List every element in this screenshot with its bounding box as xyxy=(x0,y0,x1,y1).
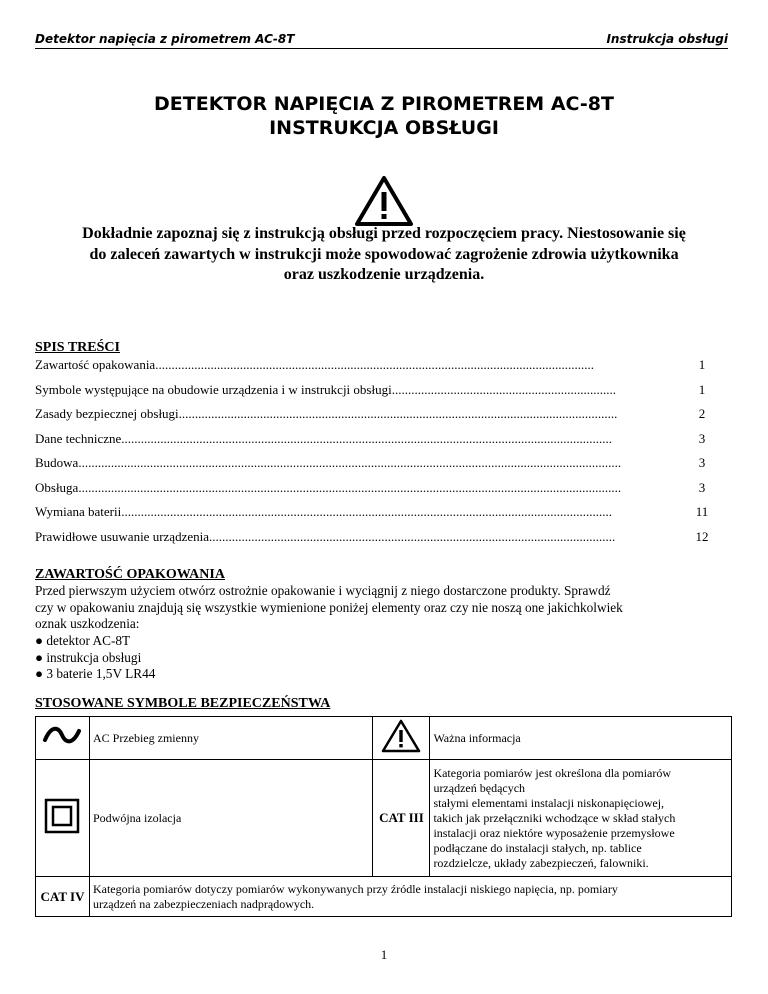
toc-heading: SPIS TREŚCI xyxy=(35,340,120,355)
cat3-description xyxy=(430,760,732,877)
toc-item xyxy=(35,431,712,456)
title-line-1: DETEKTOR NAPIĘCIA Z PIROMETREM AC-8T xyxy=(154,93,614,115)
warning-line-1: Dokładnie zapoznaj się z instrukcją obsługi przed rozpoczęciem pracy. Niestosowanie się xyxy=(82,225,686,242)
warning-triangle-icon xyxy=(354,175,414,227)
cat3-line: urządzeń będących xyxy=(433,780,526,795)
double-insulation-text: Podwójna izolacja xyxy=(89,760,372,877)
toc-item xyxy=(35,529,712,554)
cat4-label: CAT IV xyxy=(36,877,90,917)
toc-item-page: 3 xyxy=(698,455,706,470)
toc-item-label: Obsługa....................................................................................................................................................................... xyxy=(35,479,622,495)
important-symbol-cell xyxy=(373,717,430,760)
list-item: ● 3 baterie 1,5V LR44 xyxy=(35,666,156,681)
warning-text xyxy=(30,224,738,286)
table-row xyxy=(36,877,732,917)
toc-item-page: 1 xyxy=(698,357,706,372)
toc-item-page: 1 xyxy=(698,381,706,397)
toc-item-label: Zasady bezpiecznej obsługi....................................................................................................................................... xyxy=(35,406,618,421)
title-line-2: INSTRUKCJA OBSŁUGI xyxy=(269,117,499,139)
toc-item-label: Prawidłowe usuwanie urządzenia............................................................................................................................. xyxy=(35,528,616,544)
ac-tilde-icon xyxy=(42,725,82,747)
header-right: Instrukcja obsługi xyxy=(606,32,728,46)
double-insulation-cell xyxy=(36,760,90,877)
toc-item xyxy=(35,406,712,431)
toc-item-page: 2 xyxy=(698,406,706,421)
cat3-line: takich jak przełączniki wchodzące w skład stałych xyxy=(433,810,676,825)
toc-item xyxy=(35,382,712,407)
cat4-description xyxy=(89,877,731,917)
ac-symbol-text: AC Przebieg zmienny xyxy=(89,717,372,760)
ac-symbol-cell xyxy=(36,717,90,760)
contents-line-2: czy w opakowaniu znajdują się wszystkie wymienione poniżej elementy oraz czy nie noszą one jakichkolwiek xyxy=(35,599,623,615)
document-title xyxy=(0,92,768,140)
toc-item-page: 11 xyxy=(695,504,709,519)
cat3-line: podłączane do instalacji stałych, np. tablice xyxy=(433,840,642,855)
toc-item-page: 12 xyxy=(695,528,709,544)
toc-item-label: Dane techniczne....................................................................................................................................................... xyxy=(35,430,613,446)
important-symbol-text: Ważna informacja xyxy=(430,717,732,760)
toc-item-label: Zawartość opakowania....................................................................................................................................... xyxy=(35,357,594,372)
table-of-contents xyxy=(35,357,712,553)
toc-item-page: 3 xyxy=(698,430,706,446)
toc-item-label: Wymiana baterii....................................................................................................................................................... xyxy=(35,504,612,519)
cat3-line: rozdzielcze, układy zabezpieczeń, falowniki. xyxy=(433,855,649,870)
header-left: Detektor napięcia z pirometrem AC-8T xyxy=(35,32,295,46)
contents-line-3: oznak uszkodzenia: xyxy=(35,616,140,631)
warning-line-2: do zaleceń zawartych w instrukcji może spowodować zagrożenie zdrowia użytkownika xyxy=(89,245,679,263)
list-item: ● instrukcja obsługi xyxy=(35,649,142,665)
contents-heading: ZAWARTOŚĆ OPAKOWANIA xyxy=(35,567,225,582)
symbols-table xyxy=(35,716,732,917)
toc-item-label: Symbole występujące na obudowie urządzenia i w instrukcji obsługi..................................................................... xyxy=(35,381,616,397)
table-row xyxy=(36,717,732,760)
toc-item xyxy=(35,357,712,382)
double-insulation-icon xyxy=(44,798,80,834)
toc-item xyxy=(35,480,712,505)
toc-item-label: Budowa....................................................................................................................................................................... xyxy=(35,455,622,470)
cat3-line: stałymi elementami instalacji niskonapięciowej, xyxy=(433,795,665,810)
cat3-line: instalacji oraz niektóre wyposażenie przemysłowe xyxy=(433,825,675,840)
cat3-label: CAT III xyxy=(373,760,430,877)
toc-item xyxy=(35,455,712,480)
toc-item xyxy=(35,504,712,529)
cat3-line: Kategoria pomiarów jest określona dla pomiarów xyxy=(433,765,672,780)
symbols-heading: STOSOWANE SYMBOLE BEZPIECZEŃSTWA xyxy=(35,696,331,711)
page-number: 1 xyxy=(380,947,388,962)
warning-triangle-icon xyxy=(381,719,421,753)
list-item: ● detektor AC-8T xyxy=(35,633,131,648)
contents-line-1: Przed pierwszym użyciem otwórz ostrożnie opakowanie i wyciągnij z niego dostarczone produkty. Sprawdź xyxy=(35,583,611,598)
page-header xyxy=(35,30,728,49)
table-row xyxy=(36,760,732,877)
cat4-line: Kategoria pomiarów dotyczy pomiarów wykonywanych przy źródle instalacji niskiego napięcia, np. pomiary xyxy=(92,881,618,896)
toc-item-page: 3 xyxy=(698,479,706,495)
contents-list xyxy=(35,633,155,683)
cat4-line: urządzeń na zabezpieczeniach nadprądowych. xyxy=(92,896,315,911)
contents-paragraph xyxy=(35,583,733,633)
warning-line-3: oraz uszkodzenie urządzenia. xyxy=(283,266,485,283)
